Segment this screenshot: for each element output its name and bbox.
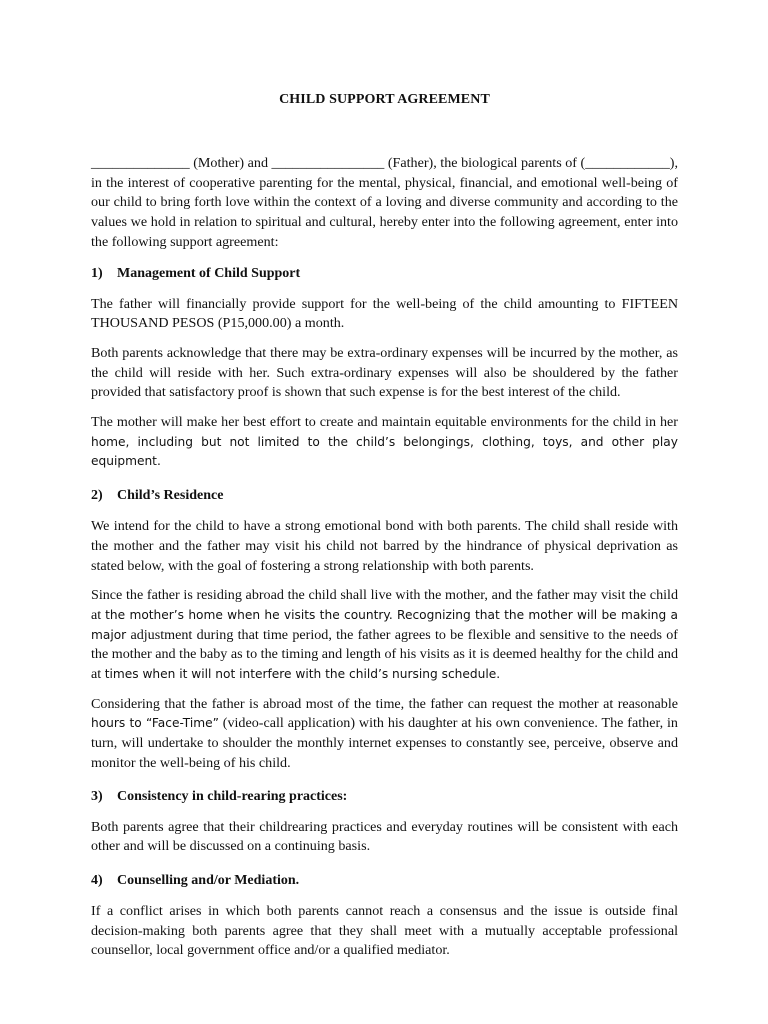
section-heading-2 [91, 486, 678, 505]
paragraph [91, 586, 678, 685]
paragraph-text-sans: times when it will not interfere with the child’s nursing schedule. [104, 667, 501, 682]
intro-paragraph: ______________ (Mother) and ________________ (Father), the biological parents of (____________), in the interest of cooperative parenting for the mental, physical, financial, and emotional well-being of our child to bring forth love within the context of a loving and diverse community and according to the values we hold in relation to spiritual and cultural, hereby enter into the following agreement, enter into the following support agreement: [91, 155, 678, 250]
paragraph-text: Considering that the father is abroad most of the time, the father can request the mother at reasonable [91, 695, 678, 712]
paragraph-text-sans: hours to “Face-Time” [91, 716, 219, 731]
section-heading-3 [91, 787, 678, 806]
section-title: Consistency in child-rearing practices: [117, 788, 348, 804]
paragraph-text: The mother will make her best effort to create and maintain equitable environments for the child in her [91, 414, 678, 431]
section-number: 2) [91, 488, 103, 504]
section-title: Counselling and/or Mediation. [117, 872, 300, 888]
paragraph-text: Since the father is residing abroad the child shall live with the mother, and the father may visit the child at [91, 587, 678, 623]
paragraph: We intend for the child to have a strong emotional bond with both parents. The child shall reside with the mother and the father may visit his child not barred by the hindrance of physical deprivation as stated below, with the goal of fostering a strong relationship with both parents. [91, 518, 678, 574]
section-heading-1 [91, 264, 678, 283]
paragraph: The father will financially provide support for the well-being of the child amounting to FIFTEEN THOUSAND PESOS (P15,000.00) a month. [91, 295, 678, 332]
paragraph-text: adjustment during that time period, the father agrees to be flexible and sensitive to the needs of the mother and the baby as to the timing and length of his visits as it is deemed healthy for the child and at [91, 626, 678, 683]
document-title: CHILD SUPPORT AGREEMENT [279, 92, 490, 107]
paragraph: If a conflict arises in which both parents cannot reach a consensus and the issue is outside final decision-making both parents agree that they shall meet with a mutually acceptable professional counsellor, local government office and/or a qualified mediator. [91, 902, 678, 959]
section-title: Management of Child Support [117, 265, 301, 281]
section-number: 3) [91, 788, 103, 804]
paragraph-text-sans: home, including but not limited to the child’s belongings, clothing, toys, and other play equipment. [91, 434, 678, 469]
paragraph [91, 413, 678, 472]
paragraph: Both parents acknowledge that there may be extra-ordinary expenses will be incurred by the mother, as the child will reside with her. Such extra-ordinary expenses will also be shouldered by the father provided that satisfactory proof is shown that such expense is for the best interest of the child. [91, 344, 678, 401]
section-number: 4) [91, 872, 103, 888]
paragraph-text: (video-call application) with his daughter at his own convenience. The father, in turn, will undertake to shoulder the monthly internet expenses to constantly see, perceive, observe and monitor the well-being of his child. [91, 715, 678, 771]
section-number: 1) [91, 265, 103, 281]
section-heading-4 [91, 871, 678, 890]
paragraph: Both parents agree that their childrearing practices and everyday routines will be consistent with each other and will be discussed on a continuing basis. [91, 818, 678, 855]
paragraph-text-sans: the mother’s home when he visits the country. Recognizing that the mother will be making a major [91, 607, 679, 642]
paragraph [91, 695, 678, 774]
section-title: Child’s Residence [117, 488, 224, 504]
